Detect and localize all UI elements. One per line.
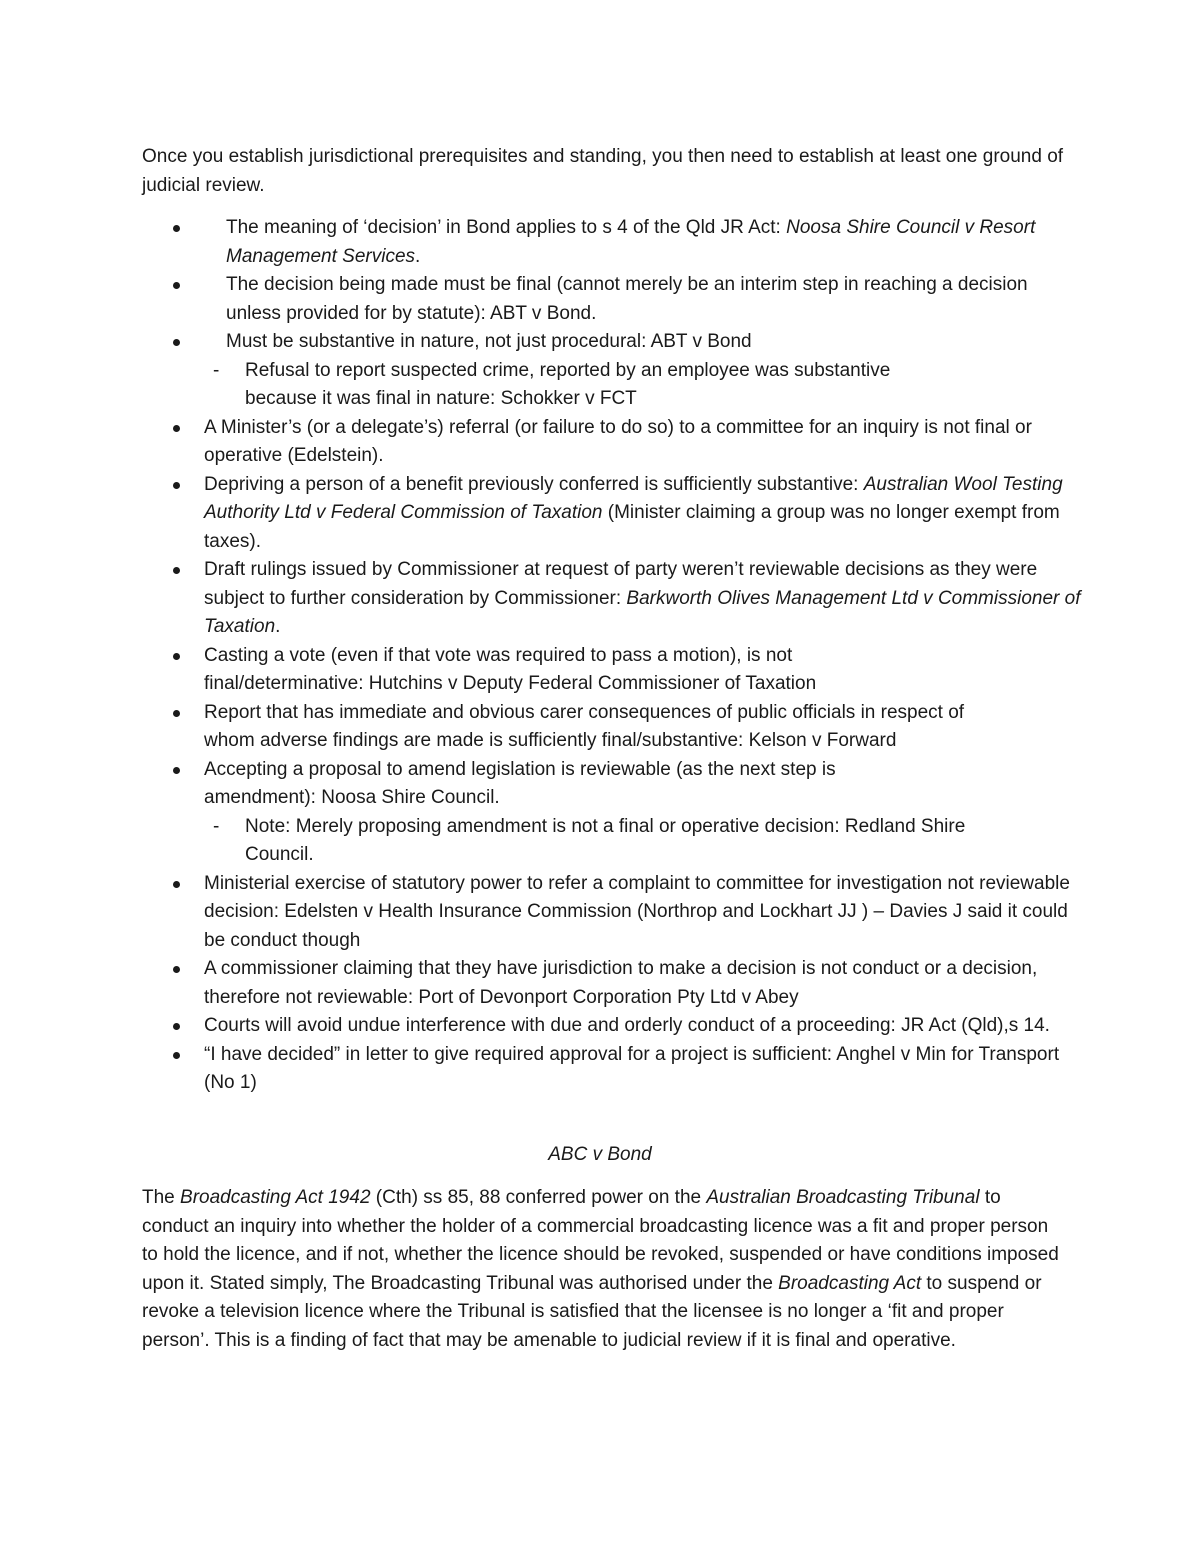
dash-icon: - xyxy=(213,815,220,837)
bullet-icon xyxy=(173,710,180,717)
bullet-list xyxy=(0,214,1200,1098)
intro-paragraph: Once you establish jurisdictional prerequisites and standing, you then need to establish at least one ground of judicial review. xyxy=(142,146,1064,196)
list-item: A commissioner claiming that they have jurisdiction to make a decision is not conduct or a decision, therefore not reviewable: Port of Devonport Corporation Pty Ltd v Abey xyxy=(0,955,1084,1012)
list-item: “I have decided” in letter to give required approval for a project is sufficient: Anghel v Min for Transport (No 1) xyxy=(0,1041,1084,1098)
case-paragraph: The Broadcasting Act 1942 (Cth) ss 85, 88 conferred power on the Australian Broadcasting Tribunal to conduct an inquiry into whether the holder of a commercial broadcasting licence was a fit and proper person to hold the licence, and if not, whether the licence should be revoked, suspended or have conditions imposed upon it. Stated simply, The Broadcasting Tribunal was authorised under the Broadcasting Act to suspend or revoke a television licence where the Tribunal is satisfied that the licensee is no longer a ‘fit and proper person’. This is a finding of fact that may be amenable to judicial review if it is final and operative. xyxy=(142,1187,1059,1351)
case-heading: ABC v Bond xyxy=(548,1144,652,1165)
list-item: The decision being made must be final (cannot merely be an interim step in reaching a decision unless provided for by statute): ABT v Bond. xyxy=(0,271,1086,328)
bullet-icon xyxy=(173,339,180,346)
bullet-icon xyxy=(173,225,180,232)
list-item: Draft rulings issued by Commissioner at request of party weren’t reviewable decisions as they were subject to further consideration by Commissioner: Barkworth Olives Management Ltd v Commissioner of Taxation. xyxy=(0,556,1084,642)
list-item: Depriving a person of a benefit previously conferred is sufficiently substantive: Australian Wool Testing Authority Ltd v Federal Commission of Taxation (Minister claiming a group was no longer exempt from taxes). xyxy=(0,471,1084,557)
list-item: Report that has immediate and obvious carer consequences of public officials in respect of whom adverse findings are made is sufficiently final/substantive: Kelson v Forward xyxy=(0,699,1004,756)
list-item: Ministerial exercise of statutory power to refer a complaint to committee for investigation not reviewable decision: Edelsten v Health Insurance Commission (Northrop and Lockhart JJ ) – Davies J said it could be conduct though xyxy=(0,870,1084,956)
bullet-icon xyxy=(173,1052,180,1059)
bullet-icon xyxy=(173,1023,180,1030)
bullet-icon xyxy=(173,482,180,489)
bullet-icon xyxy=(173,282,180,289)
bullet-icon xyxy=(173,425,180,432)
dash-icon: - xyxy=(213,359,220,381)
bullet-icon xyxy=(173,966,180,973)
bullet-icon xyxy=(173,767,180,774)
sub-list-item: - Refusal to report suspected crime, reported by an employee was substantive because it was final in nature: Schokker v FCT xyxy=(0,357,1045,414)
sub-list-item: - Note: Merely proposing amendment is not a final or operative decision: Redland Shire Council. xyxy=(0,813,1045,870)
bullet-icon xyxy=(173,567,180,574)
bullet-icon xyxy=(173,881,180,888)
list-item: A Minister’s (or a delegate’s) referral (or failure to do so) to a committee for an inquiry is not final or operative (Edelstein). xyxy=(0,414,1084,471)
list-item: Courts will avoid undue interference with due and orderly conduct of a proceeding: JR Act (Qld),s 14. xyxy=(0,1012,1084,1041)
list-item: The meaning of ‘decision’ in Bond applies to s 4 of the Qld JR Act: Noosa Shire Council v Resort Management Services. xyxy=(0,214,1086,271)
list-item: Accepting a proposal to amend legislation is reviewable (as the next step is amendment): Noosa Shire Council. xyxy=(0,756,894,813)
list-item: Must be substantive in nature, not just procedural: ABT v Bond xyxy=(0,328,1086,357)
list-item: Casting a vote (even if that vote was required to pass a motion), is not final/determinative: Hutchins v Deputy Federal Commissioner of Taxation xyxy=(0,642,904,699)
bullet-icon xyxy=(173,653,180,660)
